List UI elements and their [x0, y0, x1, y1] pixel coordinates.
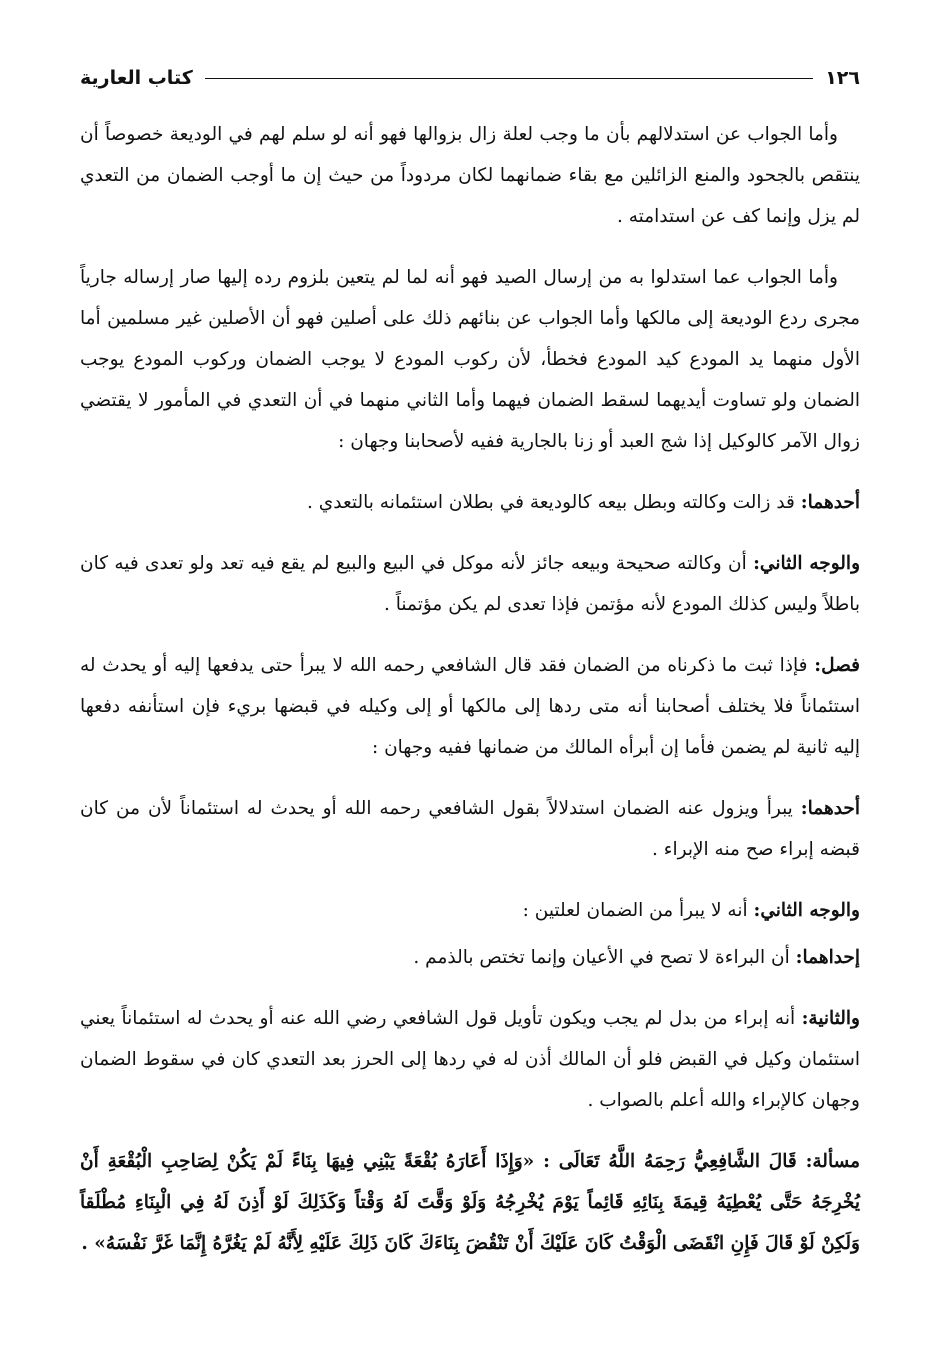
page-body: [80, 114, 860, 1264]
paragraph-text: وأما الجواب عما استدلوا به من إرسال الصيد فهو أنه لما لم يتعين بلزوم رده إليها صار إرساله جارياً مجرى ردع الوديعة إلى مالكها وأما الجواب عن بنائهم ذلك على أصلين فهو أن الأصلين غير مسلمين أما الأول منهما يد المودع كيد المودع فخطأ، لأن ركوب المودع لا يوجب الضمان وركوب المودع يوجب الضمان ولو تساوت أيديهما لسقط الضمان فيهما وأما الثاني منهما في أن التعدي في المأمور لا يقتضي زوال الآمر كالوكيل إذا شج العبد أو زنا بالجارية ففيه لأصحابنا وجهان :: [80, 267, 860, 452]
paragraph-text: أنه لا يبرأ من الضمان لعلتين :: [522, 900, 754, 921]
paragraph-label: فصل:: [814, 655, 860, 676]
paragraph-label: والثانية:: [801, 1008, 860, 1029]
paragraph-answer-deposit: [80, 114, 860, 237]
paragraph-text: أن البراءة لا تصح في الأعيان وإنما تختص بالذمم .: [413, 947, 796, 968]
header-rule: [205, 78, 813, 79]
paragraph-first-view: [80, 482, 860, 523]
paragraph-text: قد زالت وكالته وبطل بيعه كالوديعة في بطلان استئمانه بالتعدي .: [307, 492, 801, 513]
paragraph-second-view: [80, 543, 860, 625]
paragraph-text: فإذا ثبت ما ذكرناه من الضمان فقد قال الشافعي رحمه الله لا يبرأ حتى يدفعها إليه أو يحدث له استئماناً فلا يختلف أصحابنا أنه متى ردها إلى مالكها أو إلى وكيله في قبضها بريء فإن استأنفه دفعها إليه ثانية لم يضمن فأما إن أبرأه المالك من ضمانها ففيه وجهان :: [80, 655, 860, 758]
paragraph-label: أحدهما:: [800, 492, 860, 513]
book-title: كتاب العارية: [80, 67, 193, 89]
paragraph-text: يبرأ ويزول عنه الضمان استدلالاً بقول الشافعي رحمه الله أو يحدث له استئماناً لأن من كان قبضه إبراء صح منه الإبراء .: [80, 798, 860, 860]
paragraph-answer-hunting: [80, 257, 860, 462]
paragraph-text: قَالَ الشَّافِعِيُّ رَحِمَهُ اللَّهُ تَعَالَى : «وَإِذَا أَعَارَهُ بُقْعَةً يَبْنِي فِيهَا بِنَاءً لَمْ يَكُنْ لِصَاحِبِ الْبُقْعَةِ أَنْ يُخْرِجَهُ حَتَّى يُعْطِيَهُ قِيمَةَ بِنَائِهِ قَائِماً يَوْمَ يُخْرِجُهُ وَلَوْ وَقَّتَ لَهُ وَقْتاً وَكَذَلِكَ لَوْ أَذِنَ لَهُ فِي الْبِنَاءِ مُطْلَقاً وَلَكِنْ لَوْ قَالَ فَإِنِ انْقَضَى الْوَقْتُ كَانَ عَلَيْكَ أَنْ تَنْقُضَ بِنَاءَكَ كَانَ ذَلِكَ عَلَيْهِ لِأَنَّهُ لَمْ يَغُرَّهُ إِنَّمَا غَرَّ نَفْسَهُ» .: [80, 1151, 860, 1254]
paragraph-section: [80, 645, 860, 768]
paragraph-label: والوجه الثاني:: [753, 553, 860, 574]
paragraph-text: أن وكالته صحيحة وبيعه جائز لأنه موكل في البيع والبيع لم يقع فيه تعد ولو تعدى فيه كان باطلاً وليس كذلك المودع لأنه مؤتمن فإذا تعدى لم يكن مؤتمناً .: [80, 553, 860, 615]
paragraph-second-view-release: [80, 890, 860, 931]
paragraph-first-reason: [80, 937, 860, 978]
paragraph-label: والوجه الثاني:: [753, 900, 860, 921]
paragraph-text: وأما الجواب عن استدلالهم بأن ما وجب لعلة زال بزوالها فهو أنه لو سلم لهم في الوديعة خصوصاً أن ينتقص بالجحود والمنع الزائلين مع بقاء ضمانهما لكان مردوداً من حيث إن ما أوجب الضمان من التعدي لم يزل وإنما كف عن استدامته .: [80, 124, 860, 227]
paragraph-text: أنه إبراء من بدل لم يجب ويكون تأويل قول الشافعي رضي الله عنه أو يحدث له استئماناً يعني استئمان وكيل في القبض فلو أن المالك أذن له في ردها إلى الحرز بعد التعدي كان في سقوط الضمان وجهان كالإبراء والله أعلم بالصواب .: [80, 1008, 860, 1111]
paragraph-label: أحدهما:: [800, 798, 860, 819]
paragraph-second-reason: [80, 998, 860, 1121]
paragraph-label: إحداهما:: [795, 947, 860, 968]
paragraph-first-view-release: [80, 788, 860, 870]
page-header: [80, 60, 860, 96]
paragraph-label: مسألة:: [805, 1151, 860, 1172]
page-number: ١٢٦: [825, 67, 860, 89]
paragraph-issue: [80, 1141, 860, 1264]
book-page: [80, 60, 860, 1320]
